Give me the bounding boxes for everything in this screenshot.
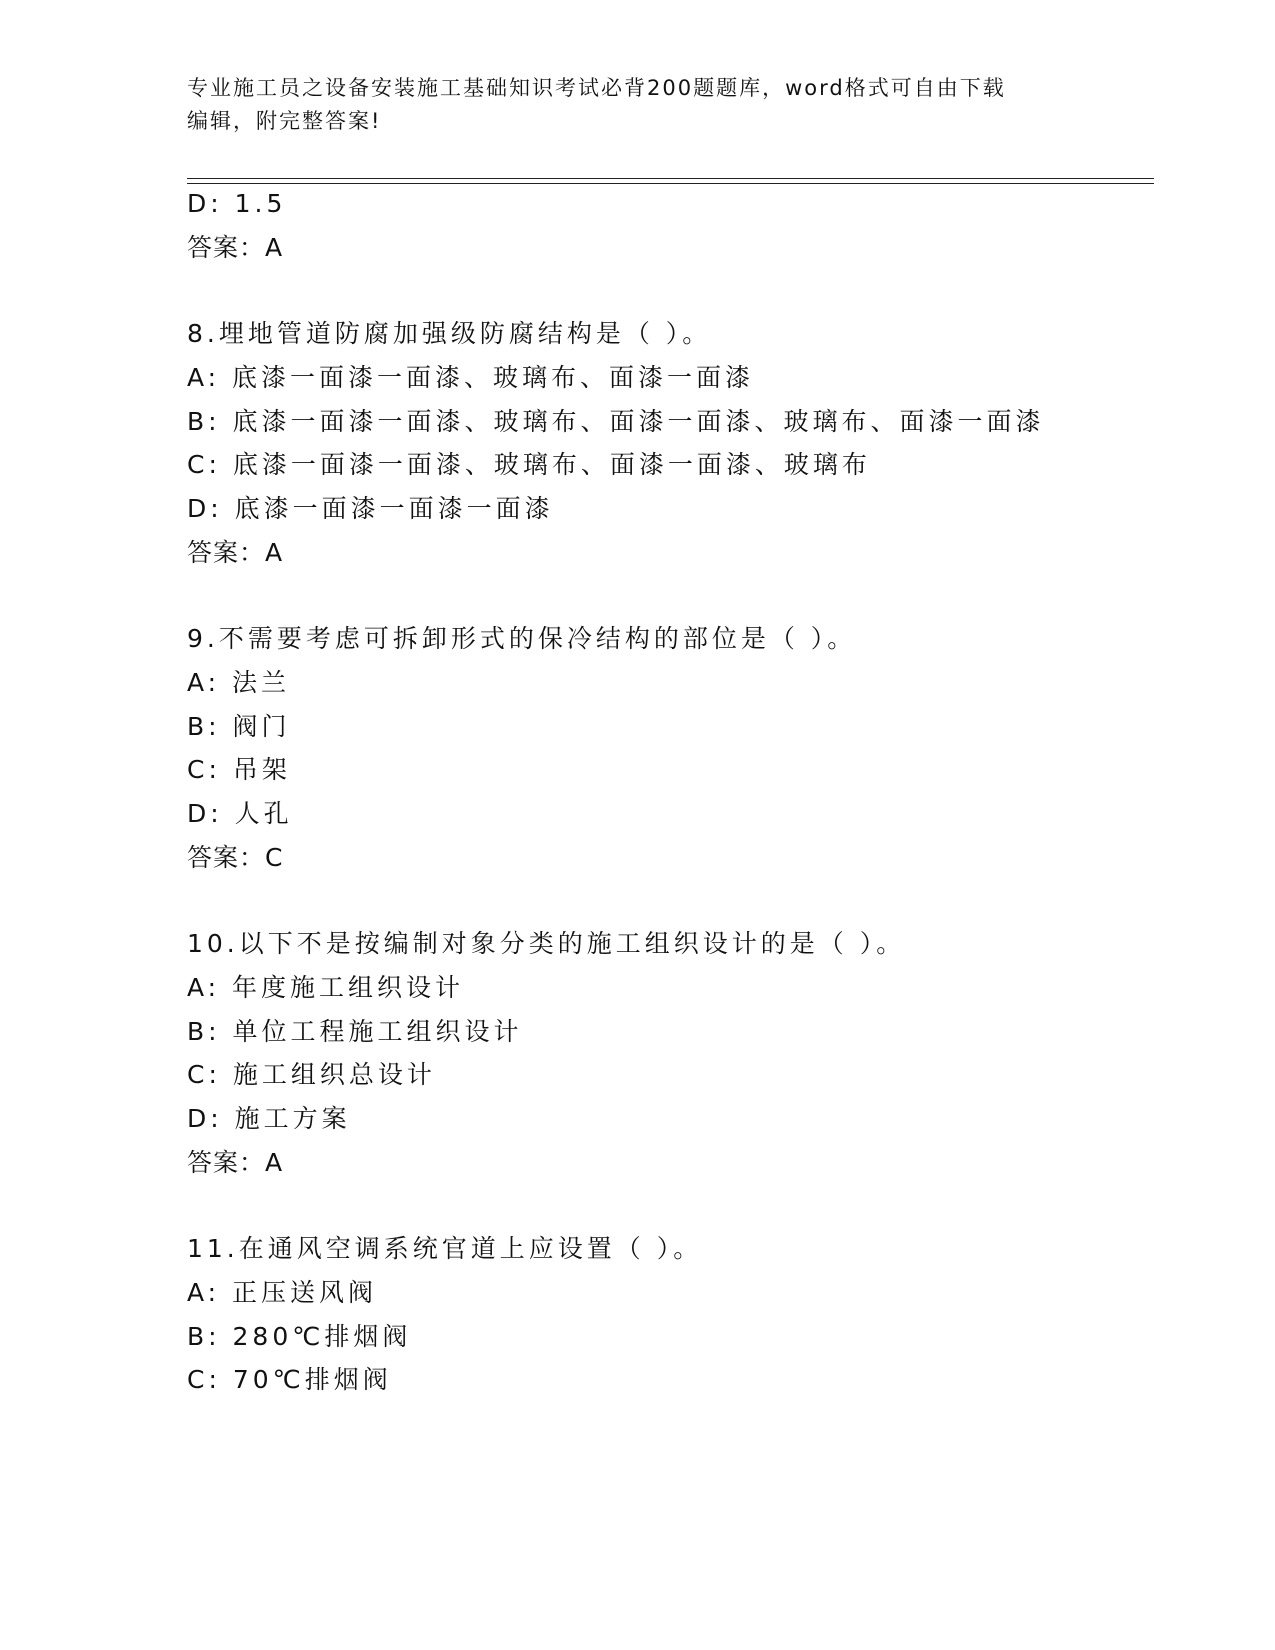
q10-option-b: B: 单位工程施工组织设计: [187, 1017, 523, 1046]
q10-option-c: C: 施工组织总设计: [187, 1060, 436, 1089]
q10-stem: 10.以下不是按编制对象分类的施工组织设计的是（ ）。: [187, 929, 906, 958]
q8-option-d: D: 底漆一面漆一面漆一面漆: [187, 494, 554, 523]
q10-option-a: A: 年度施工组织设计: [187, 973, 465, 1002]
q8-option-c: C: 底漆一面漆一面漆、玻璃布、面漆一面漆、玻璃布: [187, 450, 871, 479]
q8-option-a: A: 底漆一面漆一面漆、玻璃布、面漆一面漆: [187, 363, 755, 392]
q7-answer: 答案：A: [187, 233, 284, 262]
header-divider-top: [187, 178, 1154, 179]
q11-stem: 11.在通风空调系统官道上应设置（ ）。: [187, 1234, 703, 1263]
q9-option-d: D: 人孔: [187, 799, 293, 828]
q11-option-b: B: 280℃排烟阀: [187, 1322, 412, 1351]
q11-option-a: A: 正压送风阀: [187, 1278, 378, 1307]
q10-answer: 答案：A: [187, 1148, 284, 1177]
q8-stem: 8.埋地管道防腐加强级防腐结构是（ ）。: [187, 319, 712, 348]
header-title-line-1: 专业施工员之设备安装施工基础知识考试必背200题题库，word格式可自由下载: [187, 76, 1006, 100]
q9-option-a: A: 法兰: [187, 668, 291, 697]
q9-stem: 9.不需要考虑可拆卸形式的保冷结构的部位是（ ）。: [187, 624, 857, 653]
q8-option-b: B: 底漆一面漆一面漆、玻璃布、面漆一面漆、玻璃布、面漆一面漆: [187, 407, 1045, 436]
header-title-line-2: 编辑，附完整答案!: [187, 109, 382, 133]
q11-option-c: C: 70℃排烟阀: [187, 1365, 392, 1394]
q7-option-d: D: 1.5: [187, 189, 287, 218]
q9-answer: 答案：C: [187, 843, 284, 872]
q9-option-c: C: 吊架: [187, 755, 291, 784]
q9-option-b: B: 阀门: [187, 712, 291, 741]
q8-answer: 答案：A: [187, 538, 284, 567]
q10-option-d: D: 施工方案: [187, 1104, 351, 1133]
header-divider-bottom: [187, 183, 1154, 184]
document-header: [187, 72, 1087, 138]
